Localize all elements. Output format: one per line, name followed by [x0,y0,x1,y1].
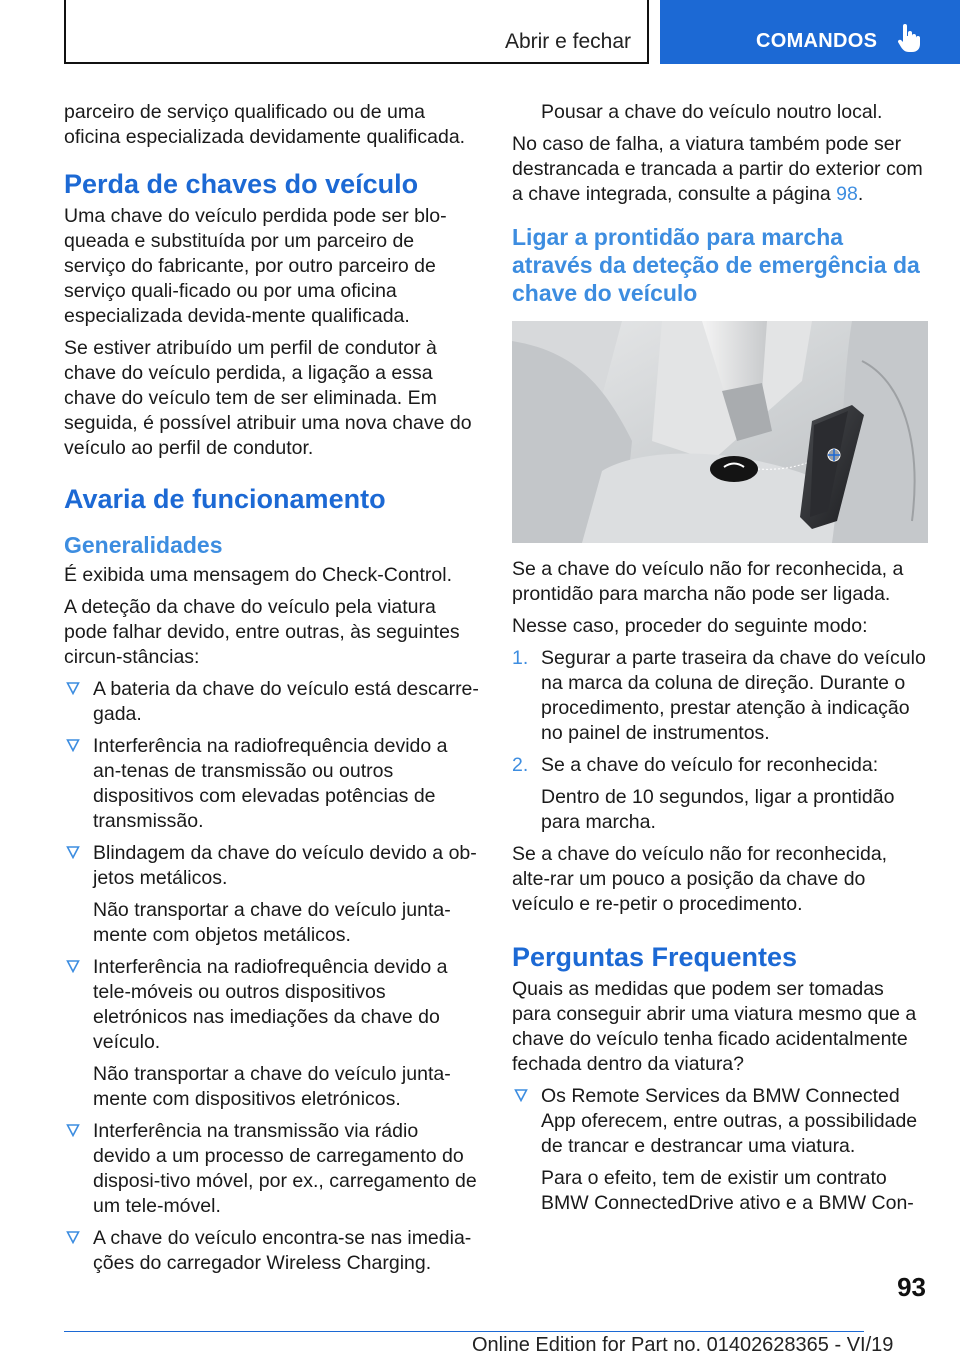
malfunction-paragraph-1: É exibida uma mensagem do Check-Control. [64,564,453,586]
triangle-bullet-icon [66,1230,80,1244]
section-header-box [64,0,649,64]
step-text: Segurar a parte traseira da chave do veículo na marca da coluna de direção. Durante o procedimento, prestar atenção à indicação no painel de instrumentos. [541,647,926,744]
right-column [512,100,928,1223]
list-item-text: A bateria da chave do veículo está descarre-gada. [93,678,479,725]
triangle-bullet-icon [66,738,80,752]
chapter-tab [660,0,960,64]
triangle-bullet-icon [66,959,80,973]
list-item [64,1119,480,1219]
list-item-note: Não transportar a chave do veículo junta-mente com objetos metálicos. [93,899,451,946]
emergency-steps-list [512,646,928,835]
continued-note: Pousar a chave do veículo noutro local. [541,101,883,123]
triangle-bullet-icon [514,1088,528,1102]
list-item [64,955,480,1112]
emergency-paragraph-3: Se a chave do veículo não for reconhecida, alte-rar um pouco a posição da chave do veículo e re-petir o procedimento. [512,843,888,915]
list-item [64,677,480,727]
emergency-paragraph-1: Se a chave do veículo não for reconhecida, a prontidão para marcha não pode ser ligada. [512,558,904,605]
list-item [64,1226,480,1276]
list-item-text: Os Remote Services da BMW Connected App oferecem, entre outras, a possibilidade de trancar e destrancar uma viatura. [541,1085,918,1157]
heading-lost-keys: Perda de chaves do veículo [64,169,419,199]
section-title: Abrir e fechar [504,30,631,53]
faq-question: Quais as medidas que podem ser tomadas para conseguir abrir uma viatura mesmo que a chave do veículo tenha ficado acidentalmente fechada dentro da viatura? [512,978,917,1075]
triangle-bullet-icon [66,845,80,859]
list-item-text: A chave do veículo encontra-se nas imedia-ções do carregador Wireless Charging. [93,1227,472,1274]
list-item-text: Interferência na radiofrequência devido a tele-móveis ou outros dispositivos eletrónicos nas imediações da chave do veículo. [93,956,448,1053]
heading-emergency-detection: Ligar a prontidão para marcha através da deteção de emergência da chave do veículo [512,224,920,306]
malfunction-paragraph-2: A deteção da chave do veículo pela viatura pode falhar devido, entre outras, às seguintes circun-stâncias: [64,596,460,668]
step-number: 2. [512,754,529,776]
hand-pointer-icon [898,24,920,52]
step-number: 1. [512,647,529,669]
page-header [0,0,960,66]
step-text: Se a chave do veículo for reconhecida: [541,754,879,776]
emergency-paragraph-2: Nesse caso, proceder do seguinte modo: [512,615,868,637]
intro-paragraph: parceiro de serviço qualificado ou de uma oficina especializada devidamente qualificada. [64,101,466,148]
list-item-text: Blindagem da chave do veículo devido a ob-jetos metálicos. [93,842,477,889]
list-item-text: Interferência na transmissão via rádio devido a um processo de carregamento do disposi-tivo móvel, por ex., carregamento de um tele-móvel. [93,1120,477,1217]
lost-keys-paragraph-1: Uma chave do veículo perdida pode ser blo-queada e substituída por um parceiro de serviço do fabricante, por outro parceiro de serviço quali-ficado ou por uma oficina especializada devida-mente qualificada. [64,205,447,327]
step-item [512,753,928,835]
list-item-note: Não transportar a chave do veículo junta-mente com dispositivos eletrónicos. [93,1063,451,1110]
page-reference-link[interactable]: 98 [836,183,858,205]
triangle-bullet-icon [66,681,80,695]
fallback-text: No caso de falha, a viatura também pode ser destrancada e trancada a partir do exterior com a chave integrada, consulte a página [512,133,923,205]
page-number: 93 [897,1272,926,1302]
list-item-note: Para o efeito, tem de existir um contrato BMW ConnectedDrive ativo e a BMW Con- [541,1167,914,1214]
list-item [512,1084,928,1216]
footer-divider [64,1331,864,1332]
list-item [64,734,480,834]
lost-keys-paragraph-2: Se estiver atribuído um perfil de condutor à chave do veículo perdida, a ligação a essa chave do veículo tem de ser eliminada. Em seguida, é possível atribuir uma nova chave do veículo ao perfil de condutor. [64,337,472,459]
key-at-steering-column-photo [512,321,928,543]
fallback-paragraph [512,132,928,207]
triangle-bullet-icon [66,1123,80,1137]
fallback-text-end: . [857,183,864,205]
malfunction-causes-list [64,677,480,1276]
left-column [64,100,480,1283]
heading-faq: Perguntas Frequentes [512,942,798,972]
list-item-text: Interferência na radiofrequência devido a an-tenas de transmissão ou outros dispositivos com elevadas potências de transmissão. [93,735,448,832]
step-note: Dentro de 10 segundos, ligar a prontidão para marcha. [541,786,895,833]
chapter-tab-label: COMANDOS [756,30,878,52]
subheading-general: Generalidades [64,532,223,558]
list-item [64,841,480,948]
heading-malfunction: Avaria de funcionamento [64,484,386,514]
step-item [512,646,928,746]
faq-answer-list [512,1084,928,1216]
edition-footer: Online Edition for Part no. 01402628365 - VI/19 [472,1334,894,1356]
